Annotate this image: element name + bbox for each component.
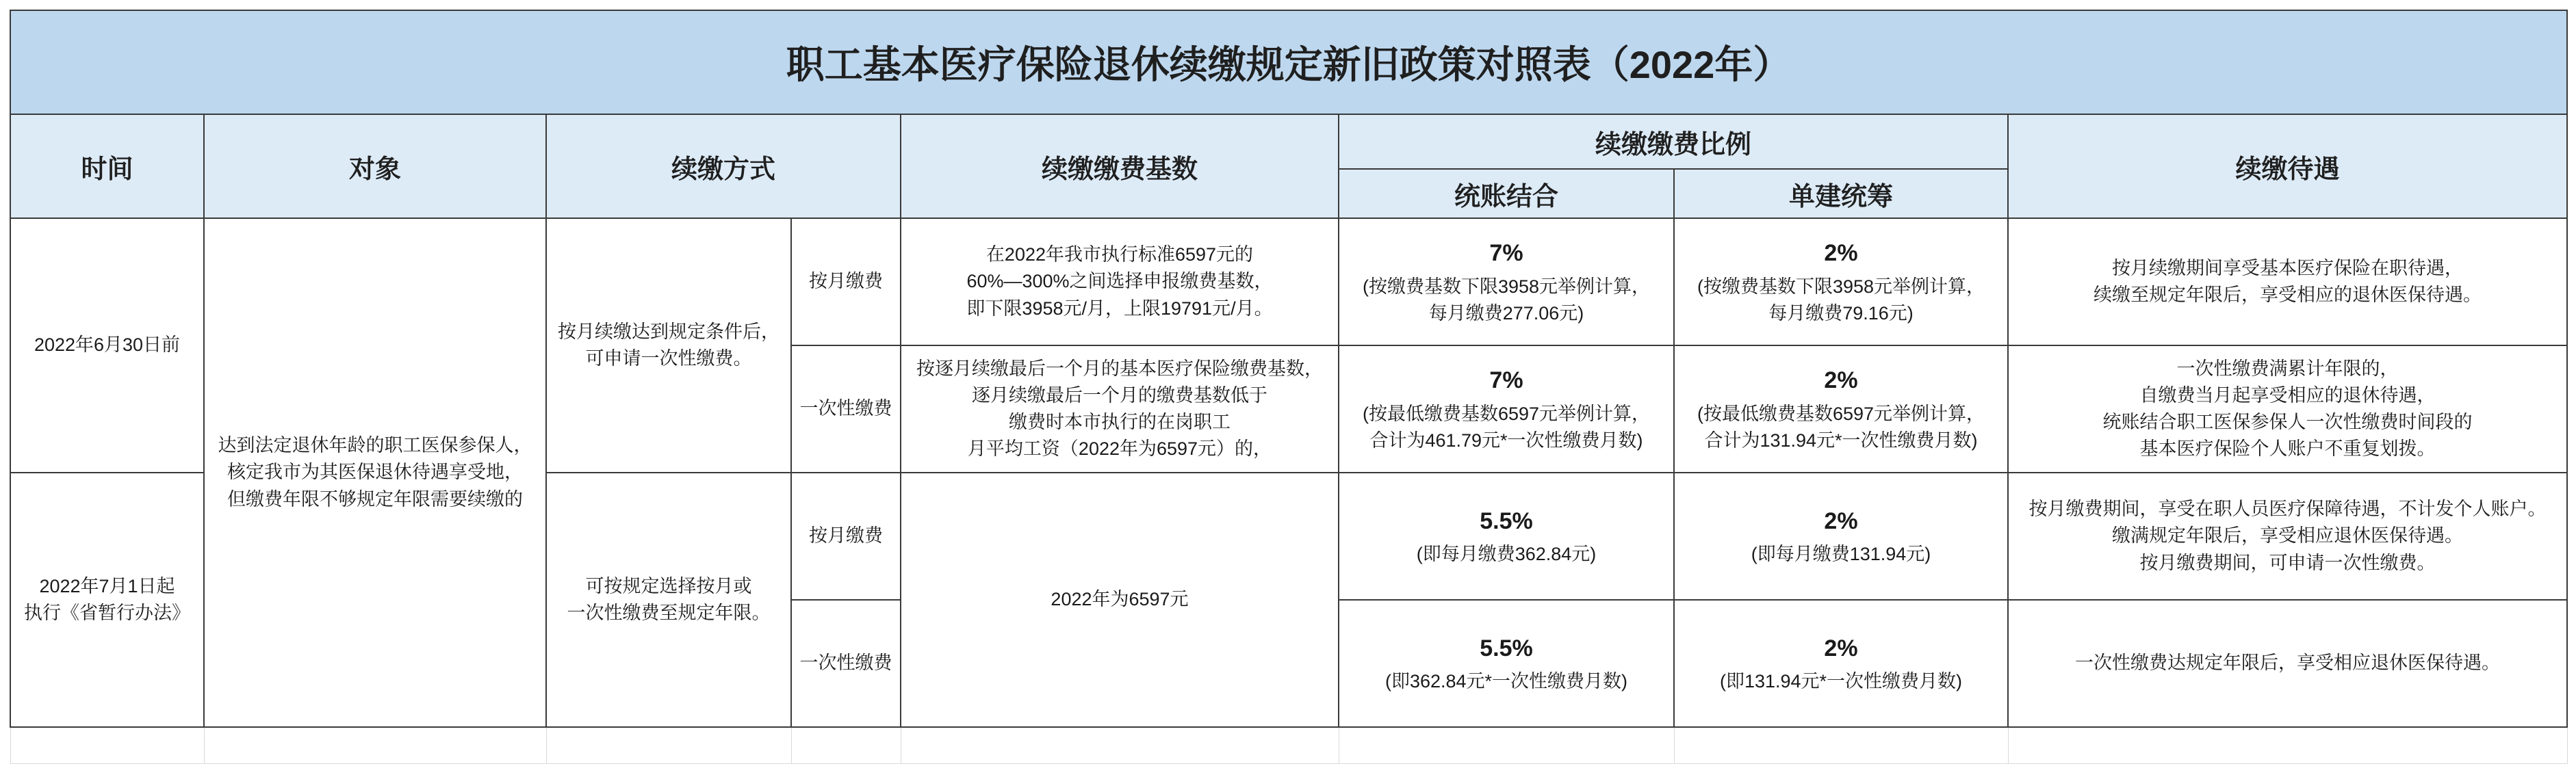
old-monthly-label: 按月缴费 — [791, 218, 901, 345]
empty-cell — [1339, 727, 1674, 764]
old-lump-base-line: 月平均工资（2022年为6597元）的， — [967, 438, 1272, 460]
empty-row — [10, 727, 2567, 764]
header-base: 续缴缴费基数 — [901, 114, 1339, 218]
new-monthly-treatment-line: 按月缴费期间，享受在职人员医疗保障待遇，不计发个人账户。 — [2028, 499, 2547, 520]
new-method-cell — [546, 473, 791, 727]
new-time-line: 2022年7月1日起 — [39, 575, 175, 596]
old-lump-ratio-combined — [1339, 345, 1674, 473]
header-ratio: 续缴缴费比例 — [1339, 114, 2008, 169]
old-lump-treatment-line: 一次性缴费满累计年限的， — [2176, 358, 2399, 379]
target-line: 但缴费年限不够规定年限需要续缴的 — [227, 488, 523, 510]
new-monthly-treatment-line: 按月缴费期间，可申请一次性缴费。 — [2139, 552, 2436, 573]
old-monthly-base — [901, 218, 1339, 345]
new-time-line: 执行《省暂行办法》 — [24, 603, 190, 623]
old-lump-base-line: 缴费时本市执行的在岗职工 — [1009, 412, 1231, 432]
new-monthly-ratio-combined-pct: 5.5% — [1480, 508, 1533, 534]
new-lump-treatment — [2008, 600, 2567, 727]
empty-cell — [901, 727, 1339, 764]
old-monthly-ratio-pooling-note: 每月缴费79.16元) — [1768, 302, 1914, 324]
new-lump-ratio-pooling-note: (即131.94元*一次性缴费月数) — [1719, 671, 1963, 692]
old-monthly-ratio-pooling-note: (按缴费基数下限3958元举例计算， — [1697, 276, 1985, 297]
new-lump-label: 一次性缴费 — [791, 600, 901, 727]
old-lump-ratio-combined-note: (按最低缴费基数6597元举例计算， — [1362, 403, 1651, 424]
old-lump-ratio-pooling-pct: 2% — [1824, 367, 1858, 394]
header-treatment: 续缴待遇 — [2008, 114, 2567, 218]
old-lump-label: 一次性缴费 — [791, 345, 901, 473]
header-method: 续缴方式 — [546, 114, 901, 218]
new-monthly-ratio-combined-note: (即每月缴费362.84元) — [1416, 544, 1597, 565]
new-lump-ratio-pooling — [1674, 600, 2008, 727]
old-method-line: 可申请一次性缴费。 — [585, 348, 752, 369]
new-monthly-treatment-line: 缴满规定年限后，享受相应退休医保待遇。 — [2112, 525, 2464, 546]
old-lump-ratio-pooling — [1674, 345, 2008, 473]
old-lump-treatment — [2008, 345, 2567, 473]
old-lump-ratio-combined-pct: 7% — [1489, 367, 1523, 394]
old-monthly-base-line: 在2022年我市执行标准6597元的 — [986, 244, 1254, 265]
old-monthly-base-line: 60%—300%之间选择申报缴费基数， — [966, 271, 1273, 292]
new-time-cell — [10, 473, 204, 727]
target-line: 核定我市为其医保退休待遇享受地， — [227, 462, 523, 483]
old-lump-base — [901, 345, 1339, 473]
old-lump-ratio-pooling-note: (按最低缴费基数6597元举例计算， — [1697, 403, 1985, 424]
old-monthly-ratio-pooling-pct: 2% — [1824, 240, 1858, 267]
new-monthly-label: 按月缴费 — [791, 473, 901, 600]
new-base: 2022年为6597元 — [901, 473, 1339, 727]
old-monthly-treatment-line: 按月续缴期间享受基本医疗保险在职待遇， — [2112, 257, 2464, 278]
old-lump-treatment-line: 统账结合职工医保参保人一次性缴费时间段的 — [2102, 412, 2473, 432]
old-monthly-ratio-combined — [1339, 218, 1674, 345]
new-method-line: 一次性缴费至规定年限。 — [567, 603, 771, 623]
empty-cell — [1674, 727, 2008, 764]
old-monthly-ratio-combined-note: (按缴费基数下限3958元举例计算， — [1362, 276, 1651, 297]
old-method-line: 按月续缴达到规定条件后， — [558, 321, 780, 342]
new-method-line: 可按规定选择按月或 — [585, 575, 752, 596]
old-lump-ratio-combined-note: 合计为461.79元*一次性缴费月数) — [1369, 430, 1643, 451]
old-lump-treatment-line: 基本医疗保险个人账户不重复划拨。 — [2139, 438, 2436, 460]
old-monthly-ratio-combined-pct: 7% — [1489, 240, 1523, 267]
old-monthly-treatment-line: 续缴至规定年限后，享受相应的退休医保待遇。 — [2094, 285, 2482, 305]
old-lump-base-line: 逐月续缴最后一个月的缴费基数低于 — [972, 384, 1267, 406]
header-target: 对象 — [204, 114, 546, 218]
new-monthly-ratio-pooling — [1674, 473, 2008, 600]
old-monthly-treatment — [2008, 218, 2567, 345]
new-monthly-ratio-pooling-pct: 2% — [1824, 508, 1858, 534]
old-lump-treatment-line: 自缴费当月起享受相应的退休待遇， — [2139, 384, 2436, 406]
old-monthly-ratio-combined-note: 每月缴费277.06元) — [1428, 302, 1584, 324]
empty-cell — [791, 727, 901, 764]
table-title: 职工基本医疗保险退休续缴规定新旧政策对照表（2022年） — [10, 10, 2567, 114]
new-lump-ratio-pooling-pct: 2% — [1824, 635, 1858, 661]
new-monthly-ratio-pooling-note: (即每月缴费131.94元) — [1751, 544, 1931, 565]
header-ratio-combined: 统账结合 — [1339, 169, 1674, 218]
old-lump-base-line: 按逐月续缴最后一个月的基本医疗保险缴费基数， — [916, 358, 1323, 379]
new-monthly-treatment — [2008, 473, 2567, 600]
header-ratio-pooling: 单建统筹 — [1674, 169, 2008, 218]
empty-cell — [204, 727, 546, 764]
old-monthly-ratio-pooling — [1674, 218, 2008, 345]
empty-cell — [2008, 727, 2567, 764]
old-time-cell: 2022年6月30日前 — [10, 218, 204, 473]
policy-comparison-table — [10, 10, 2568, 764]
new-lump-ratio-combined-pct: 5.5% — [1480, 635, 1533, 661]
new-lump-treatment-line: 一次性缴费达规定年限后，享受相应退休医保待遇。 — [2075, 653, 2501, 674]
target-cell — [204, 218, 546, 727]
old-monthly-base-line: 即下限3958元/月，上限19791元/月。 — [966, 298, 1273, 319]
empty-cell — [546, 727, 791, 764]
target-line: 达到法定退休年龄的职工医保参保人， — [218, 435, 532, 456]
header-time: 时间 — [10, 114, 204, 218]
old-lump-ratio-pooling-note: 合计为131.94元*一次性缴费月数) — [1704, 430, 1978, 451]
new-lump-ratio-combined — [1339, 600, 1674, 727]
old-method-cell — [546, 218, 791, 473]
new-monthly-ratio-combined — [1339, 473, 1674, 600]
empty-cell — [10, 727, 204, 764]
new-lump-ratio-combined-note: (即362.84元*一次性缴费月数) — [1384, 671, 1628, 692]
